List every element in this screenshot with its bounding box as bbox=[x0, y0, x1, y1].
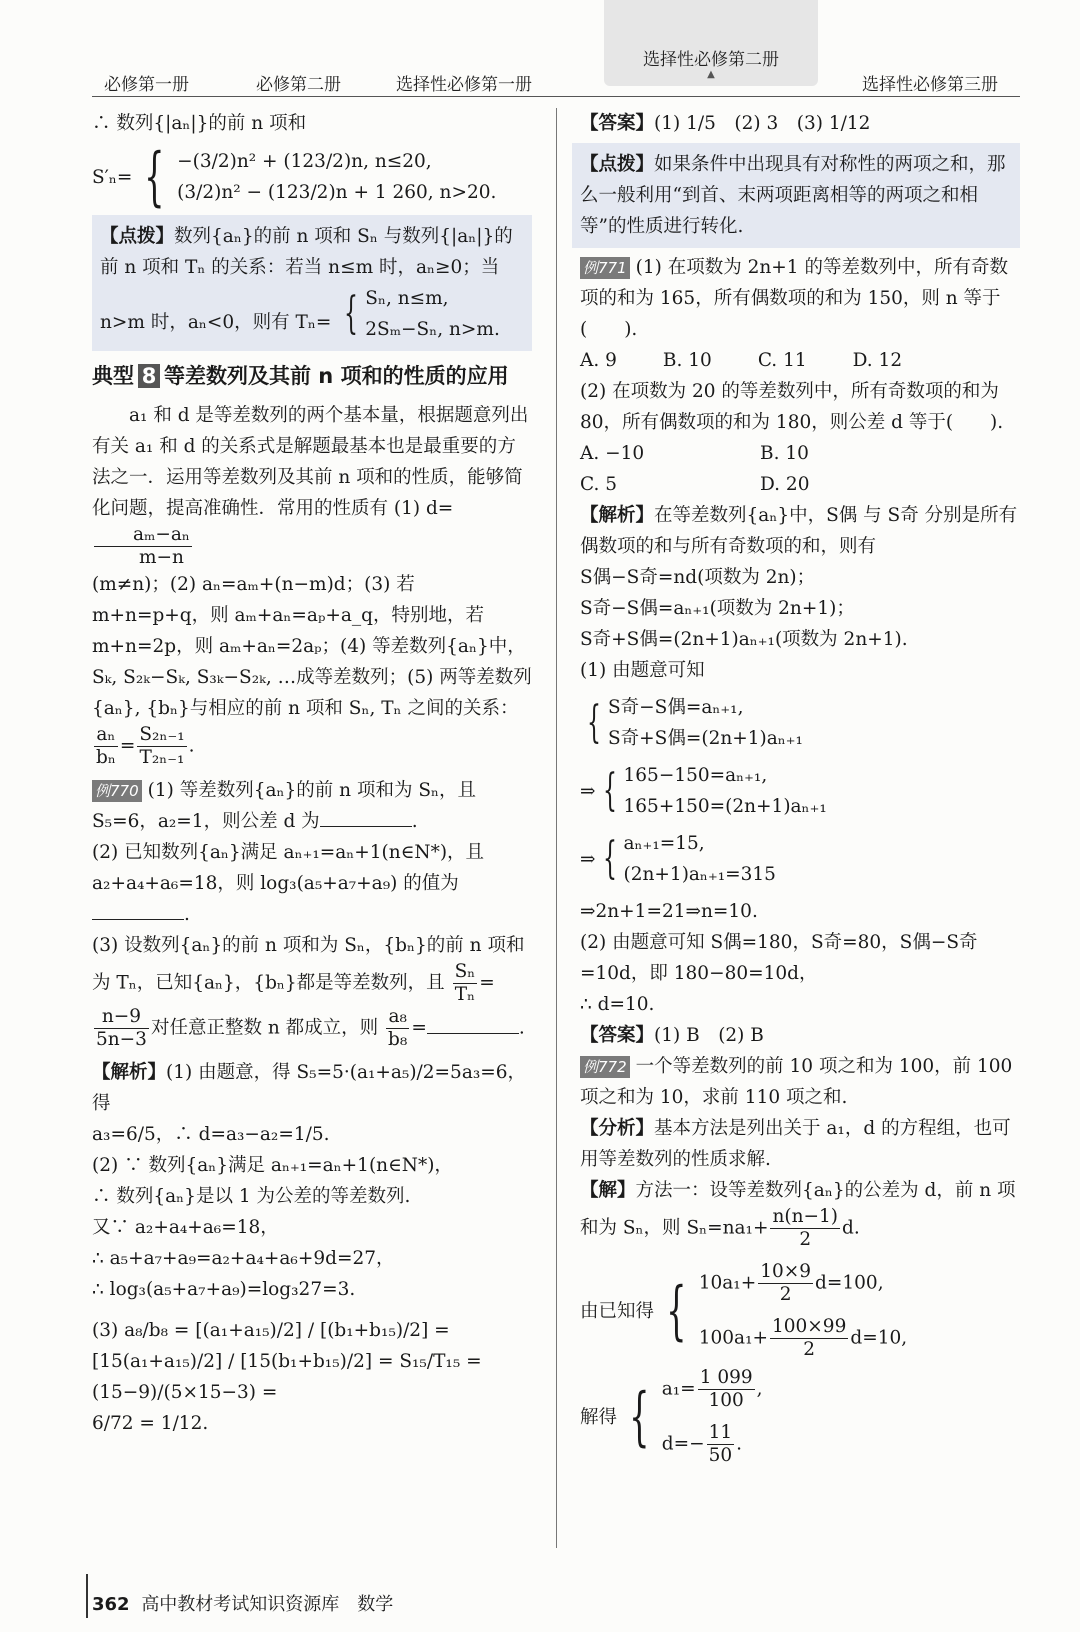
sol771-d: S奇+S偶=(2n+1)aₙ₊₁(项数为 2n+1). bbox=[580, 629, 908, 650]
s2-frac-den: 50 bbox=[708, 1445, 733, 1466]
k1-frac-den: 2 bbox=[779, 1284, 792, 1305]
tip-case-2: 2Sₘ−Sₙ, n>m. bbox=[365, 319, 500, 340]
sn-frac-num: n(n−1) bbox=[772, 1206, 839, 1227]
right-column bbox=[580, 108, 1020, 1473]
system-1 bbox=[580, 692, 1020, 754]
tip-piecewise bbox=[337, 283, 500, 345]
tip-text-right: 如果条件中出现具有对称性的两项之和，那么一般利用“到首、末两项距离相等的两项之和相等”的性质进行转化. bbox=[580, 154, 1006, 237]
s2-pre: d=− bbox=[661, 1433, 705, 1455]
implies-arrow-1: ⇒ bbox=[580, 780, 596, 802]
solution-770 bbox=[92, 1057, 532, 1439]
s1-frac-num: 1 099 bbox=[699, 1367, 753, 1388]
section-number: 8 bbox=[138, 364, 160, 388]
tip-label-right: 【点拨】 bbox=[580, 154, 655, 175]
sol-2c: 又∵ a₂+a₄+a₆=18， bbox=[92, 1217, 279, 1238]
ratio-frac-2-den: T₂ₙ₋₁ bbox=[139, 747, 185, 768]
answer-text: (1) 1/5 (2) 3 (3) 1/12 bbox=[654, 113, 871, 134]
intro-text-2: (m≠n)；(2) aₙ=aₘ+(n−m)d；(3) 若 m+n=p+q，则 aₘ+aₙ=aₚ+a_q，特别地，若 m+n=2p，则 aₘ+aₙ=2aₚ；(4) 等差数列{aₙ}中，Sₖ, S₂ₖ−Sₖ, S₃ₖ−S₂ₖ, …成等差数列；(5) 两等差数列{aₙ}, {bₙ}与相应的前 n 项和 Sₙ, Tₙ 之间的关系： bbox=[92, 574, 532, 719]
tab-elective-1[interactable]: 选择性必修第一册 bbox=[396, 75, 532, 95]
ratio-frac-1-num: aₙ bbox=[94, 724, 118, 747]
solution-771 bbox=[580, 500, 1020, 1051]
ex771-q1: (1) 在项数为 2n+1 的等差数列中，所有奇数项的和为 165，所有偶数项的和为 150，则 n 等于( ). bbox=[580, 257, 1008, 340]
example-772-badge: 例772 bbox=[580, 1056, 630, 1078]
k2-frac-num: 100×99 bbox=[772, 1316, 847, 1337]
option-a-2[interactable]: A. −10 bbox=[580, 443, 645, 464]
example-772 bbox=[580, 1051, 1020, 1467]
sys3-line-2: (2n+1)aₙ₊₁=315 bbox=[623, 864, 776, 885]
page-number: 362 bbox=[92, 1594, 130, 1615]
ex770-frac-t: Tₙ bbox=[454, 984, 476, 1005]
ex770-frac-s-t bbox=[453, 961, 478, 1006]
analysis-text: 基本方法是列出关于 a₁，d 的方程组，也可用等差数列的性质求解. bbox=[580, 1118, 1011, 1170]
piecewise-sum bbox=[92, 140, 532, 214]
header-tabs bbox=[0, 0, 1080, 100]
sol-2b: ∴ 数列{aₙ}是以 1 为公差的等差数列. bbox=[92, 1186, 411, 1207]
tip-case-1: Sₙ, n≤m, bbox=[365, 288, 449, 309]
ex770-frac-den: 5n−3 bbox=[96, 1029, 147, 1050]
answer-blank-3[interactable] bbox=[427, 1032, 519, 1034]
tip-text: 数列{aₙ}的前 n 项和 Sₙ 与数列{|aₙ|}的前 n 项和 Tₙ 的关系：若当 n≤m 时，aₙ≥0；当 n>m 时，aₙ<0，则有 Tₙ= bbox=[100, 226, 513, 333]
ex771-q2: (2) 在项数为 20 的等差数列中，所有奇数项的和为 80，所有偶数项的和为 180，则公差 d 等于( ). bbox=[580, 381, 1004, 433]
k1-post: d=100, bbox=[815, 1272, 884, 1294]
section-title: 等差数列及其前 n 项和的性质的应用 bbox=[164, 364, 509, 388]
sys2-brace: { bbox=[602, 765, 617, 816]
sol771-a: 在等差数列{aₙ}中，S偶 与 S奇 分别是所有偶数项的和与所有奇数项的和，则有 bbox=[580, 505, 1018, 557]
example-770-badge: 例770 bbox=[92, 780, 142, 802]
piecewise-case-1: −(3/2)n² + (123/2)n, n≤20, bbox=[177, 151, 432, 172]
solved-label: 解得 bbox=[580, 1406, 618, 1428]
sol-1b: a₃=6/5，∴ d=a₃−a₂=1/5. bbox=[92, 1124, 330, 1145]
implies-arrow-2: ⇒ bbox=[580, 848, 596, 870]
intro-text-1: a₁ 和 d 是等差数列的两个基本量，根据题意列出有关 a₁ 和 d 的关系式是解题最基本也是最重要的方法之一．运用等差数列及其前 n 项和的性质，能够简化问题，提高准确性．常用的性质有 (1) d= bbox=[92, 405, 529, 519]
intro-frac-num: aₘ−aₙ bbox=[94, 524, 192, 547]
sol-2e: ∴ log₃(a₅+a₇+a₉)=log₃27=3. bbox=[92, 1279, 356, 1300]
intro-frac-den: m−n bbox=[138, 547, 184, 568]
example-771 bbox=[580, 252, 1020, 500]
k1-pre: 10a₁+ bbox=[698, 1272, 757, 1294]
s1-frac bbox=[698, 1367, 755, 1412]
k2-pre: 100a₁+ bbox=[698, 1327, 768, 1349]
sn-frac-den: 2 bbox=[799, 1229, 812, 1250]
sol-3-prefix: (3) bbox=[92, 1320, 119, 1341]
answer-label-2: 【答案】 bbox=[580, 1025, 655, 1046]
sol-2a: (2) ∵ 数列{aₙ}满足 aₙ₊₁=aₙ+1(n∈N*)， bbox=[92, 1155, 453, 1176]
sys1-brace: { bbox=[587, 697, 601, 748]
sys3-brace: { bbox=[602, 833, 617, 884]
sol771-b: S偶−S奇=nd(项数为 2n)； bbox=[580, 567, 816, 588]
ex770-q1: (1) 等差数列{aₙ}的前 n 项和为 Sₙ，且 S₅=6，a₂=1，则公差 d 为 bbox=[92, 780, 477, 832]
s1-frac-den: 100 bbox=[708, 1390, 744, 1411]
sys3-line-1: aₙ₊₁=15, bbox=[623, 833, 705, 854]
example-770: 例770 (1) 等差数列{aₙ}的前 n 项和为 Sₙ，且 S₅=6，a₂=1，则公差 d 为 . (2) 已知数列{aₙ}满足 aₙ₊₁=aₙ+1(n∈N*)，且 a₂+a₄+a₆=18，则 log₃(a₅+a₇+a₉) 的值为. (3) 设数列{aₙ}的前 n 项和为 Sₙ，{bₙ}的前 n 项和为 Tₙ，已知{aₙ}，{bₙ}都是等差数列，且 $\frac{\text{Sₙ}}{\text{Tₙ}}$ = $\frac{n-9}{5n-3}$ 对任意正整数 n 都成立，则 $\frac{\text{a₈}}{\text{b₈}}$ = . bbox=[92, 780, 525, 1050]
sn-fraction bbox=[770, 1206, 840, 1251]
solve-text: 方法一：设等差数列{aₙ}的公差为 d，前 n 项和为 Sₙ，则 Sₙ=na₁+ bbox=[580, 1180, 1016, 1239]
solution-label-right: 【解析】 bbox=[580, 505, 655, 526]
sol-3-equation: a₈/b₈ = [(a₁+a₁₅)/2] / [(b₁+b₁₅)/2] = [15(a₁+a₁₅)/2] / [15(b₁+b₁₅)/2] = S₁₅/T₁₅ = (15−9)/(5×15−3) = bbox=[92, 1320, 482, 1403]
solved-eq-2 bbox=[662, 1422, 763, 1467]
tip-label: 【点拨】 bbox=[100, 226, 175, 247]
ratio-frac-2 bbox=[137, 724, 186, 769]
s1-post: , bbox=[756, 1378, 763, 1400]
tab-elective-2-label: 选择性必修第二册 bbox=[643, 50, 779, 70]
option-d-2[interactable]: D. 20 bbox=[760, 474, 810, 495]
ratio-frac-2-num: S₂ₙ₋₁ bbox=[139, 724, 185, 745]
sys1-line-1: S奇−S偶=aₙ₊₁, bbox=[608, 697, 744, 718]
option-b-2[interactable]: B. 10 bbox=[760, 443, 809, 464]
answer-text-2: (1) B (2) B bbox=[654, 1025, 764, 1046]
k1-frac bbox=[758, 1261, 813, 1306]
ratio-frac-1-den: bₙ bbox=[96, 747, 116, 768]
ex772-question: 一个等差数列的前 10 项之和为 100，前 100 项之和为 10，求前 110 项之和. bbox=[580, 1056, 1013, 1108]
header-divider bbox=[92, 96, 1020, 97]
known-eq-2 bbox=[699, 1316, 907, 1361]
tip-box-right bbox=[572, 143, 1020, 248]
option-c[interactable]: C. 11 bbox=[757, 350, 807, 371]
example-771-badge: 例771 bbox=[580, 257, 630, 279]
answer-label: 【答案】 bbox=[580, 113, 655, 134]
sol-3-result: 6/72 = 1/12. bbox=[92, 1413, 209, 1434]
tab-elective-3[interactable]: 选择性必修第三册 bbox=[862, 75, 998, 95]
ex770-frac-a8: a₈ bbox=[386, 1006, 409, 1029]
section-intro-2: (m≠n)；(2) aₙ=aₘ+(n−m)d；(3) 若 m+n=p+q，则 aₘ+aₙ=aₚ+a_q，特别地，若 m+n=2p，则 aₘ+aₙ=2aₚ；(4) 等差数列{aₙ}中，Sₖ, S₂ₖ−Sₖ, S₃ₖ−S₂ₖ, …成等差数列；(5) 两等差数列{aₙ}, {bₙ}与相应的前 n 项和 Sₙ, Tₙ 之间的关系： $\frac{\text{aₙ}}{\text{bₙ}}$ = $\frac{\text{S₂ₙ₋₁}}{\text{T₂ₙ₋₁}}$ . bbox=[92, 574, 532, 768]
ex770-frac-num: n−9 bbox=[94, 1006, 149, 1029]
ex770-frac-b8: b₈ bbox=[388, 1029, 408, 1050]
sol771-f: ⇒2n+1=21⇒n=10. bbox=[580, 901, 758, 922]
piecewise-case-2: (3/2)n² − (123/2)n + 1 260, n>20. bbox=[177, 182, 497, 203]
known-brace: { bbox=[666, 1274, 687, 1348]
ex770-frac-s: Sₙ bbox=[454, 961, 476, 982]
k2-frac-den: 2 bbox=[803, 1339, 816, 1360]
left-brace: { bbox=[144, 140, 165, 214]
sys1-line-2: S奇+S偶=(2n+1)aₙ₊₁ bbox=[608, 728, 803, 749]
ex770-q3b: 对任意正整数 n 都成立，则 bbox=[150, 1017, 379, 1039]
ex770-q3a: (3) 设数列{aₙ}的前 n 项和为 Sₙ，{bₙ}的前 n 项和为 Tₙ，已知{aₙ}，{bₙ}都是等差数列，且 bbox=[92, 935, 525, 994]
section-intro-1 bbox=[92, 400, 532, 569]
sol771-h: ∴ d=10. bbox=[580, 994, 655, 1015]
analysis-label: 【分析】 bbox=[580, 1118, 655, 1139]
tip-box bbox=[92, 215, 532, 351]
k2-frac bbox=[770, 1316, 848, 1361]
sum-abs-intro: ∴ 数列{|aₙ|}的前 n 项和 bbox=[92, 113, 307, 134]
ex770-frac-n bbox=[94, 1006, 149, 1051]
sol771-c: S奇−S偶=aₙ₊₁(项数为 2n+1)； bbox=[580, 598, 855, 619]
column-divider bbox=[556, 108, 557, 1548]
system-2 bbox=[580, 760, 1020, 822]
tab-elective-2-active[interactable] bbox=[604, 0, 818, 86]
system-3 bbox=[580, 828, 1020, 890]
k1-frac-num: 10×9 bbox=[760, 1261, 812, 1282]
piecewise-lhs: S′ₙ= bbox=[92, 166, 133, 188]
solved-brace: { bbox=[629, 1380, 650, 1454]
section-prefix: 典型 bbox=[92, 364, 134, 388]
sol-1a: (1) 由题意，得 S₅=5·(a₁+a₅)/2=5a₃=6，得 bbox=[92, 1062, 527, 1114]
s2-frac bbox=[707, 1422, 735, 1467]
left-column bbox=[92, 108, 532, 1439]
tab-compulsory-2[interactable]: 必修第二册 bbox=[256, 75, 341, 95]
ratio-frac-1 bbox=[94, 724, 118, 769]
s1-pre: a₁= bbox=[661, 1378, 696, 1400]
k2-post: d=10, bbox=[850, 1327, 908, 1349]
option-c-2[interactable]: C. 5 bbox=[580, 474, 618, 495]
ex771-options-1 bbox=[580, 345, 1020, 376]
solution-label: 【解析】 bbox=[92, 1062, 167, 1083]
sol771-g: (2) 由题意可知 S偶=180，S奇=80，S偶−S奇=10d，即 180−80=10d， bbox=[580, 932, 978, 984]
ex770-frac-ab bbox=[386, 1006, 409, 1051]
section-heading bbox=[92, 361, 532, 392]
known-system bbox=[580, 1261, 1020, 1361]
sys2-line-1: 165−150=aₙ₊₁, bbox=[623, 765, 768, 786]
option-b[interactable]: B. 10 bbox=[662, 350, 712, 371]
tab-compulsory-1[interactable]: 必修第一册 bbox=[104, 75, 189, 95]
ex771-options-2 bbox=[580, 438, 1020, 500]
answer-blank-1[interactable] bbox=[320, 825, 412, 827]
sys2-line-2: 165+150=(2n+1)aₙ₊₁ bbox=[623, 796, 827, 817]
intro-fraction bbox=[94, 524, 192, 569]
solved-eq-1 bbox=[662, 1367, 763, 1412]
sol-2d: ∴ a₅+a₇+a₉=a₂+a₄+a₆+9d=27， bbox=[92, 1248, 395, 1269]
solved-system bbox=[580, 1367, 1020, 1467]
s2-post: . bbox=[736, 1433, 743, 1455]
solve-label: 【解】 bbox=[580, 1180, 636, 1201]
book-title: 高中教材考试知识资源库 数学 bbox=[141, 1594, 394, 1615]
s2-frac-num: 11 bbox=[708, 1422, 733, 1443]
active-tab-indicator: ▲ bbox=[707, 69, 715, 80]
ex770-q2: (2) 已知数列{aₙ}满足 aₙ₊₁=aₙ+1(n∈N*)，且 a₂+a₄+a₆=18，则 log₃(a₅+a₇+a₉) 的值为 bbox=[92, 842, 485, 894]
answer-blank-2[interactable] bbox=[92, 918, 184, 920]
option-a[interactable]: A. 9 bbox=[580, 350, 617, 371]
known-label: 由已知得 bbox=[580, 1300, 655, 1322]
solve-tail: d. bbox=[842, 1217, 860, 1239]
footer-bar bbox=[86, 1574, 88, 1618]
known-eq-1 bbox=[699, 1261, 907, 1306]
sol771-e: (1) 由题意可知 bbox=[580, 660, 705, 681]
tip-brace: { bbox=[344, 288, 359, 339]
page-footer bbox=[92, 1590, 393, 1616]
option-d[interactable]: D. 12 bbox=[852, 350, 903, 371]
